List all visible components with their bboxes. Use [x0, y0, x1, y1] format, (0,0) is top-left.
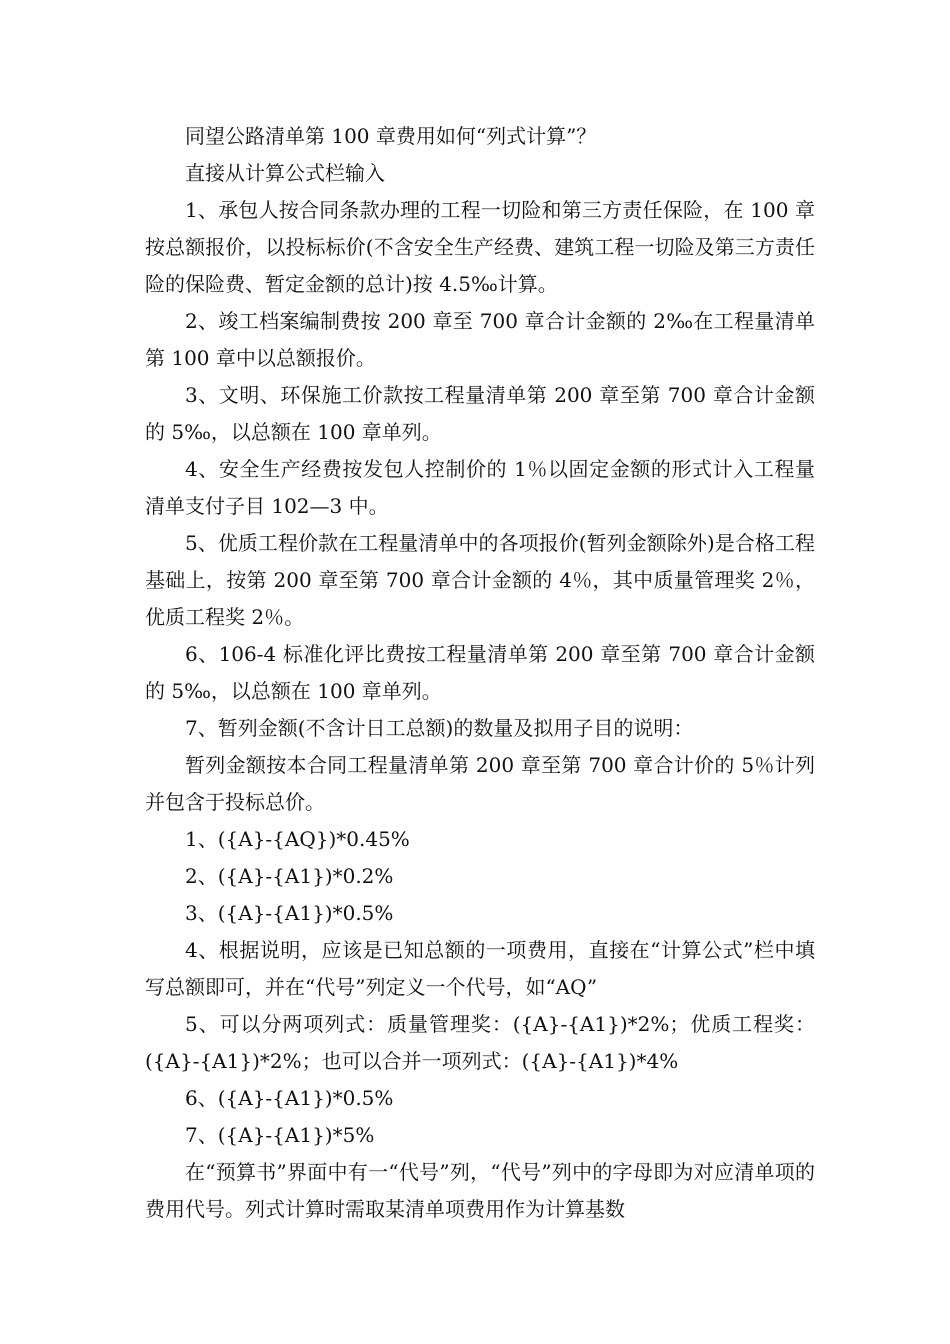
formula-3: 3、({A}-{A1})*0.5% [185, 901, 394, 925]
paragraph-provisional-sum: 暂列金额按本合同工程量清单第 200 章至第 700 章合计价的 5％计列并包含于投标总价。 [145, 753, 815, 814]
answer-intro: 直接从计算公式栏输入 [185, 161, 385, 185]
paragraph-item-5: 5、优质工程价款在工程量清单中的各项报价(暂列金额除外)是合格工程基础上，按第 200 章至第 700 章合计金额的 4％，其中质量管理奖 2％，优质工程奖 2％。 [145, 531, 815, 629]
formula-1: 1、({A}-{AQ})*0.45% [185, 827, 410, 851]
paragraph-item-4: 4、安全生产经费按发包人控制价的 1％以固定金额的形式计入工程量清单支付子目 102—3 中。 [145, 457, 815, 518]
formula-4: 4、根据说明，应该是已知总额的一项费用，直接在“计算公式”栏中填写总额即可，并在“代号”列定义一个代号，如“AQ” [145, 938, 815, 999]
paragraph-item-6: 6、106-4 标准化评比费按工程量清单第 200 章至第 700 章合计金额的 5‰，以总额在 100 章单列。 [145, 642, 815, 703]
paragraph-item-3: 3、文明、环保施工价款按工程量清单第 200 章至第 700 章合计金额的 5‰，以总额在 100 章单列。 [145, 383, 815, 444]
paragraph-code-column: 在“预算书”界面中有一“代号”列，“代号”列中的字母即为对应清单项的费用代号。列式计算时需取某清单项费用作为计算基数 [145, 1160, 815, 1221]
paragraph-item-1: 1、承包人按合同条款办理的工程一切险和第三方责任保险，在 100 章按总额报价，以投标标价(不含安全生产经费、建筑工程一切险及第三方责任险的保险费、暂定金额的总计)按 4.5‰计算。 [145, 198, 815, 296]
formula-2: 2、({A}-{A1})*0.2% [185, 864, 394, 888]
paragraph-item-7: 7、暂列金额(不含计日工总额)的数量及拟用子目的说明： [185, 716, 694, 740]
heading-question: 同望公路清单第 100 章费用如何“列式计算”？ [185, 124, 597, 148]
formula-5: 5、可以分两项列式：质量管理奖：({A}-{A1})*2%；优质工程奖：({A}-{A1})*2%；也可以合并一项列式：({A}-{A1})*4% [145, 1012, 815, 1073]
formula-7: 7、({A}-{A1})*5% [185, 1123, 375, 1147]
document-body [145, 118, 815, 1228]
paragraph-item-2: 2、竣工档案编制费按 200 章至 700 章合计金额的 2‰在工程量清单第 100 章中以总额报价。 [145, 309, 815, 370]
formula-6: 6、({A}-{A1})*0.5% [185, 1086, 394, 1110]
